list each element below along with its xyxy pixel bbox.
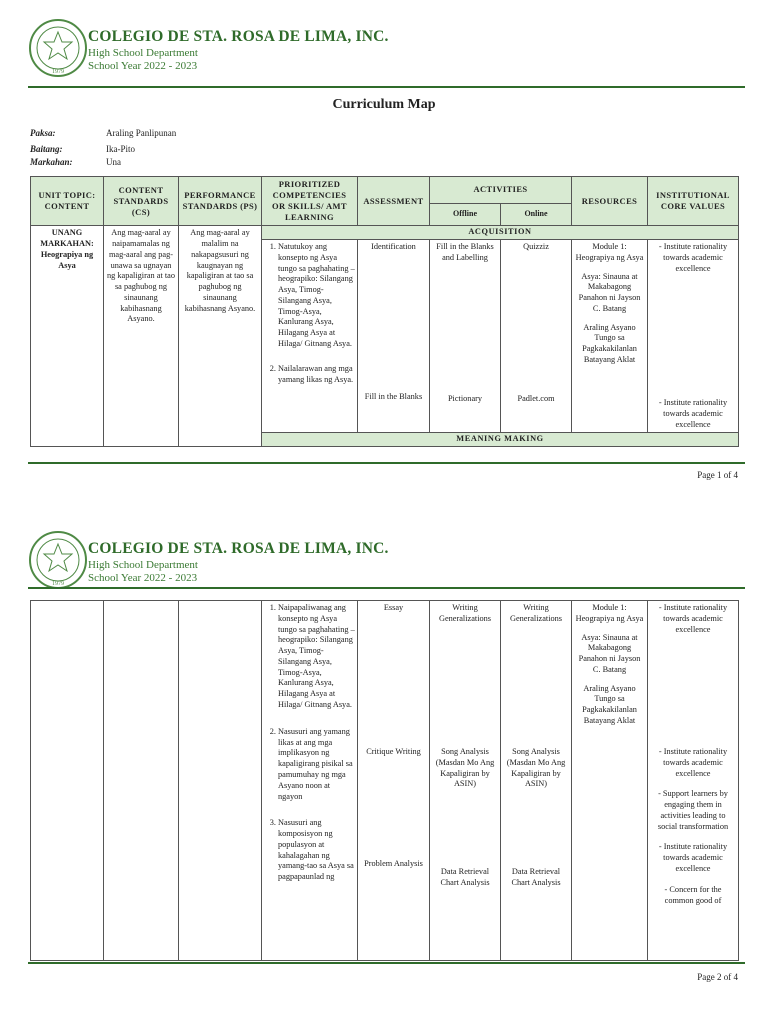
header-rule [28,587,745,589]
online-item: Quizziz [523,241,549,251]
online-item: Data Retrieval Chart Analysis [511,867,561,887]
competency-item: 1. Natutukoy ang konsepto ng Asya tungo sa paghahating – heograpiko: Silangang Asya, Timog-Silangang Asya, Timog-Asya, Kanlurang Asya, Hilagang Asya at Hilaga/ Gitnang Asya. [278,242,355,350]
col-activities: ACTIVITIES [430,177,572,204]
performance-standard-cell: Ang mag-aaral ay malalim na nakapagsusuri ng kaugnayan ng kapaligiran at tao sa paghubog ng sinaunang kabihasnang Asyano. [179,226,262,447]
page-1 [0,0,768,490]
resource-item: Asya: Sinauna at Makabagong Panahon ni Jayson C. Batang [578,632,641,674]
core-value-item: - Institute rationality towards academic excellence [658,747,728,778]
core-value-item: - Institute rationality towards academic excellence [658,241,728,273]
band-meaning-making: MEANING MAKING [262,433,739,447]
unit-cell [31,226,104,447]
meta-value: Ika-Pito [106,144,135,154]
core-value-item: - Institute rationality towards academic excellence [658,397,728,429]
resource-item: Module 1: Heograpiya ng Asya [575,241,644,262]
content-standard-cell [104,601,179,961]
content-standard-cell: Ang mag-aaral ay naipamamalas ng mag-aaral ang pag-unawa sa ugnayan ng kapaligiran at tao sa paghubog ng sinaunang kabihasnang Asyano. [104,226,179,447]
resource-item: Araling Asyano Tungo sa Pagkakakilanlan Batayang Aklat [582,322,637,364]
document-title: Curriculum Map [332,97,436,112]
competency-item: 3. Nasusuri ang komposisyon ng populasyon at kahalagahan ng yamang-tao sa Asya sa pagpapaunlad ng [278,818,355,883]
seal-year: 1979 [52,69,64,75]
core-value-item: - Institute rationality towards academic excellence [658,603,728,634]
unit-label: UNANG MARKAHAN: [40,228,94,248]
col-online: Online [501,203,572,225]
online-cell [501,239,572,432]
department: High School Department [88,559,198,571]
competency-item: 2. Nailalarawan ang mga yamang likas ng Asya. [278,364,355,386]
col-offline: Offline [430,203,501,225]
page-header [28,18,748,88]
unit-cell [31,601,104,961]
page-number: Page 2 of 4 [697,972,738,982]
online-cell [501,601,572,961]
page-header [28,530,748,600]
curriculum-table-page-2 [30,600,739,961]
department: High School Department [88,47,198,59]
core-value-item: - Institute rationality towards academic excellence [658,842,728,874]
header-rule [28,86,745,88]
col-competencies: PRIORITIZED COMPETENCIES OR SKILLS/ AMT LEARNING [262,177,358,226]
meta-value: Araling Panlipunan [106,128,177,138]
assessment-item: Problem Analysis [364,859,423,868]
col-core-values: INSTITUTIONAL CORE VALUES [648,177,739,226]
seal-year: 1979 [52,581,64,587]
assessment-cell [358,601,430,961]
offline-cell [430,601,501,961]
core-value-item: - Support learners by engaging them in activities leading to social transformation [657,789,729,831]
page-number: Page 1 of 4 [697,470,738,480]
offline-item: Data Retrieval Chart Analysis [440,867,490,887]
school-seal-icon [28,530,88,590]
page-2 [0,512,768,1024]
school-year: School Year 2022 - 2023 [88,60,198,72]
meta-label: Baitang: [30,144,63,154]
meta-value: Una [106,157,121,167]
core-values-cell [648,239,739,432]
unit-topic: Heograpiya ng Asya [40,249,94,270]
assessment-item: Critique Writing [366,747,421,756]
resources-cell [572,239,648,432]
school-year: School Year 2022 - 2023 [88,572,198,584]
offline-item: Pictionary [447,393,483,403]
col-assessment: ASSESSMENT [358,177,430,226]
col-performance-standards: PERFORMANCE STANDARDS (PS) [179,177,262,226]
competency-item: 1. Naipapaliwanag ang konsepto ng Asya tungo sa paghahating – heograpiko: Silangang Asya, Timog-Silangang Asya, Timog-Asya, Kanlurang Asya, Hilagang Asya at Hilaga/ Gitnang Asya. [278,603,355,711]
online-item: Writing Generalizations [509,603,563,623]
col-resources: RESOURCES [572,177,648,226]
competencies-cell [262,601,358,961]
assessment-item: Essay [383,603,404,612]
meta-label: Paksa: [30,128,56,138]
online-item: Padlet.com [517,393,555,403]
curriculum-table-page-1 [30,176,739,447]
offline-item: Writing Generalizations [438,603,492,623]
assessment-item: Identification [371,241,416,251]
offline-cell [430,239,501,432]
competencies-cell [262,239,358,432]
online-item: Song Analysis (Masdan Mo Ang Kapaligiran by ASIN) [506,747,566,789]
resource-item: Araling Asyano Tungo sa Pagkakakilanlan Batayang Aklat [582,683,637,726]
footer-rule [28,462,745,464]
col-unit-topic: UNIT TOPIC: CONTENT [31,177,104,226]
assessment-cell [358,239,430,432]
resource-item: Module 1: Heograpiya ng Asya [575,603,644,623]
resource-item: Asya: Sinauna at Makabagong Panahon ni Jayson C. Batang [578,271,641,313]
school-name: COLEGIO DE STA. ROSA DE LIMA, INC. [88,540,389,557]
offline-item: Fill in the Blanks and Labelling [436,241,494,262]
performance-standard-cell [179,601,262,961]
school-name: COLEGIO DE STA. ROSA DE LIMA, INC. [88,28,389,45]
assessment-item: Fill in the Blanks [364,391,423,401]
page-gap [0,490,768,512]
core-values-cell [648,601,739,961]
meta-label: Markahan: [30,157,73,167]
resources-cell [572,601,648,961]
footer-rule [28,962,745,964]
col-content-standards: CONTENT STANDARDS (CS) [104,177,179,226]
band-acquisition: ACQUISITION [262,226,739,240]
core-value-item: - Concern for the common good of [664,884,722,905]
competency-item: 2. Nasusuri ang yamang likas at ang mga implikasyon ng kapaligirang pisikal sa pamumuhay ng mga Asyano noon at ngayon [278,727,355,802]
school-seal-icon [28,18,88,78]
offline-item: Song Analysis (Masdan Mo Ang Kapaligiran by ASIN) [435,747,495,789]
